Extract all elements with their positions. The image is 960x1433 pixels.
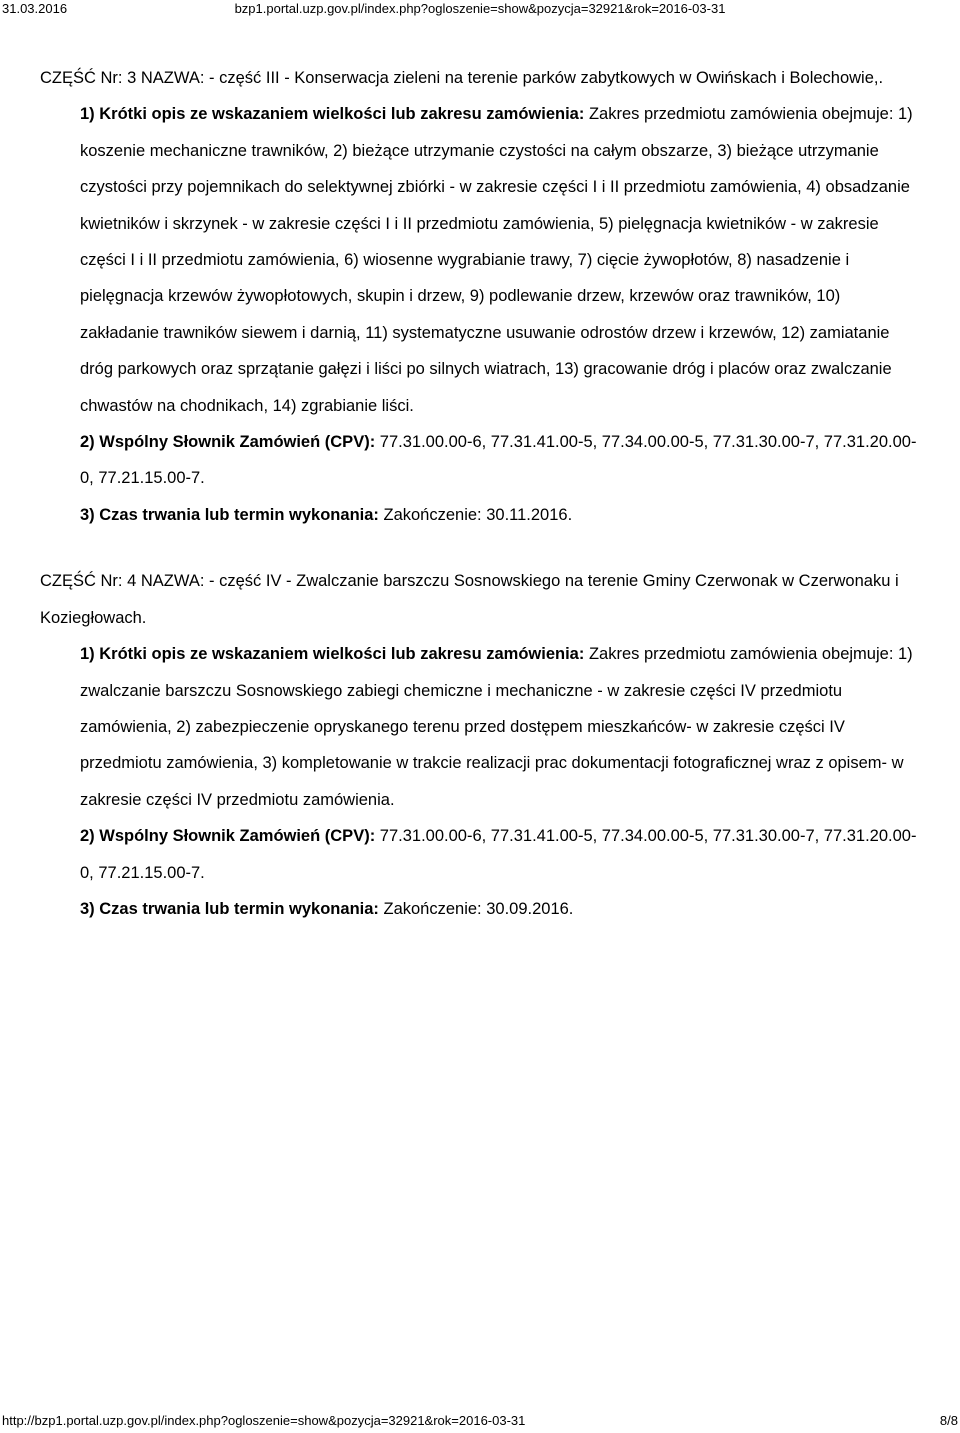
part-number-label: CZĘŚĆ Nr: [40,572,123,591]
part-name: - część III - Konserwacja zieleni na terenie parków zabytkowych w Owińskach i Bolechowie,. [209,69,884,87]
cpv-label: 2) Wspólny Słownik Zamówień (CPV): [80,827,376,846]
short-description-label: 1) Krótki opis ze wskazaniem wielkości lub zakresu zamówienia: [80,645,585,664]
short-description [80,636,920,818]
short-description-text: Zakres przedmiotu zamówienia obejmuje: 1) zwalczanie barszczu Sosnowskiego zabiegi chemiczne i mechaniczne - w zakresie części IV przedmiotu zamówienia, 2) zabezpieczenie opryskanego terenu przed dostępem mieszkańców- w zakresie części IV przedmiotu zamówienia, 3) kompletowanie w trakcie realizacji prac dokumentacji fotograficznej wraz z opisem- w zakresie części IV przedmiotu zamówienia. [80,645,913,809]
short-description-label: 1) Krótki opis ze wskazaniem wielkości lub zakresu zamówienia: [80,105,585,124]
cpv-label: 2) Wspólny Słownik Zamówień (CPV): [80,433,376,452]
part-number-label: CZĘŚĆ Nr: [40,69,123,87]
cpv-codes [80,424,920,497]
part-details [80,96,920,533]
print-header-url: bzp1.portal.uzp.gov.pl/index.php?ogloszenie=show&pozycja=32921&rok=2016-03-31 [234,1,726,16]
print-footer [0,1412,960,1432]
document-content [40,60,920,927]
deadline-label: 3) Czas trwania lub termin wykonania: [80,899,379,918]
deadline-value: Zakończenie: 30.09.2016. [383,899,574,918]
part-name: - część IV - Zwalczanie barszczu Sosnowskiego na terenie Gminy Czerwonak w Czerwonaku i Koziegłowach. [40,572,899,627]
print-footer-url: http://bzp1.portal.uzp.gov.pl/index.php?ogloszenie=show&pozycja=32921&rok=2016-03-31 [2,1413,526,1428]
cpv-codes [80,818,920,891]
part-heading [40,563,920,636]
part-number: 4 [127,572,137,591]
cpv-value: 77.31.00.00-6, 77.31.41.00-5, 77.34.00.00-5, 77.31.30.00-7, 77.31.20.00-0, 77.21.15.00-7. [80,827,917,882]
part-number: 3 [127,69,137,87]
part-name-label: NAZWA: [140,572,205,591]
contract-part-3 [40,60,920,533]
print-date: 31.03.2016 [2,1,68,16]
part-name-label: NAZWA: [140,69,205,87]
deadline-label: 3) Czas trwania lub termin wykonania: [80,505,379,524]
part-details [80,636,920,927]
short-description [80,96,920,424]
page-counter: 8/8 [939,1413,958,1428]
part-heading [40,60,920,96]
deadline-value: Zakończenie: 30.11.2016. [383,505,573,524]
completion-deadline [80,891,920,927]
completion-deadline [80,497,920,533]
print-header [0,0,960,20]
cpv-value: 77.31.00.00-6, 77.31.41.00-5, 77.34.00.00-5, 77.31.30.00-7, 77.31.20.00-0, 77.21.15.00-7. [80,433,917,488]
contract-part-4 [40,563,920,927]
short-description-text: Zakres przedmiotu zamówienia obejmuje: 1) koszenie mechaniczne trawników, 2) bieżące utrzymanie czystości na całym obszarze, 3) bieżące utrzymanie czystości przy pojemnikach do selektywnej zbiórki - w zakresie części I i II przedmiotu zamówienia, 4) obsadzanie kwietników i skrzynek - w zakresie części I i II przedmiotu zamówienia, 5) pielęgnacja kwietników - w zakresie części I i II przedmiotu zamówienia, 6) wiosenne wygrabianie trawy, 7) cięcie żywopłotów, 8) nasadzenie i pielęgnacja krzewów żywopłotowych, skupin i drzew, 9) podlewanie drzew, krzewów oraz trawników, 10) zakładanie trawników siewem i darnią, 11) systematyczne usuwanie odrostów drzew i krzewów, 12) zamiatanie dróg parkowych oraz sprzątanie gałęzi i liści po silnych wiatrach, 13) gracowanie dróg i placów oraz zwalczanie chwastów na chodnikach, 14) zgrabianie liści. [80,105,913,415]
